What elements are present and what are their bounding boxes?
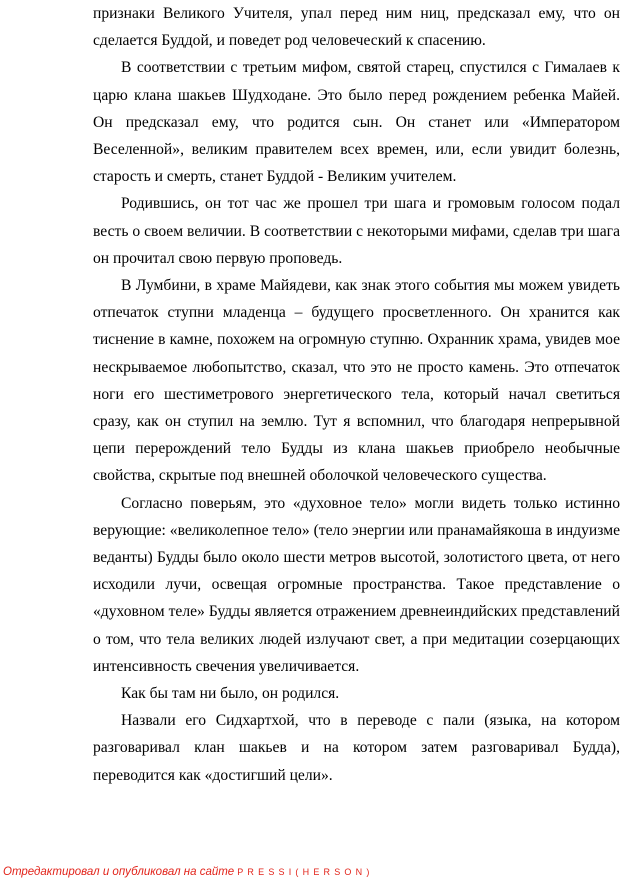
document-page <box>93 0 620 789</box>
paragraph-7: Назвали его Сидхартхой, что в переводе с пали (языка, на котором разговаривал клан шакьев и на котором затем разговаривал Будда), переводится как «достигший цели». <box>93 712 620 784</box>
footer-credit <box>3 866 374 878</box>
footer-text: Отредактировал и опубликовал на сайте <box>3 866 235 878</box>
footer-site-name[interactable]: PRESSI(HERSON) <box>237 867 374 877</box>
paragraph-5: Согласно поверьям, это «духовное тело» могли видеть только истинно верующие: «великолепное тело» (тело энергии или пранамайякоша в индуизме веданты) Будды было около шести метров высотой, золотистого цвета, от него исходили лучи, освещая огромные пространства. Такое представление о «духовном теле» Будды является отражением древнеиндийских представлений о том, что тела великих людей излучают свет, а при медитации созерцающих интенсивность свечения увеличивается. <box>93 494 620 675</box>
paragraph-4: В Лумбини, в храме Майядеви, как знак этого события мы можем увидеть отпечаток ступни младенца – будущего просветленного. Он хранится как тиснение в камне, похожем на огромную ступню. Охранник храма, увидев мое нескрываемое любопытство, сказал, что это не просто камень. Это отпечаток ноги его шестиметрового энергетического тела, который начал светиться сразу, как он ступил на землю. Тут я вспомнил, что благодаря непрерывной цепи перерождений тело Будды из клана шакьев приобрело необычные свойства, скрытые под внешней оболочкой человеческого существа. <box>93 277 620 485</box>
paragraph-3: Родившись, он тот час же прошел три шага и громовым голосом подал весть о своем величии. В соответствии с некоторыми мифами, сделав три шага он прочитал свою первую проповедь. <box>93 195 620 267</box>
paragraph-2: В соответствии с третьим мифом, святой старец, спустился с Гималаев к царю клана шакьев Шудходане. Это было перед рождением ребенка Майей. Он предсказал ему, что родится сын. Он станет или «Императором Веселенной», великим правителем всех времен, или, если увидит болезнь, старость и смерть, станет Буддой - Великим учителем. <box>93 59 620 186</box>
paragraph-6: Как бы там ни было, он родился. <box>121 685 340 703</box>
paragraph-1: признаки Великого Учителя, упал перед ним ниц, предсказал ему, что он сделается Буддой, и поведет род человеческий к спасению. <box>93 5 620 50</box>
